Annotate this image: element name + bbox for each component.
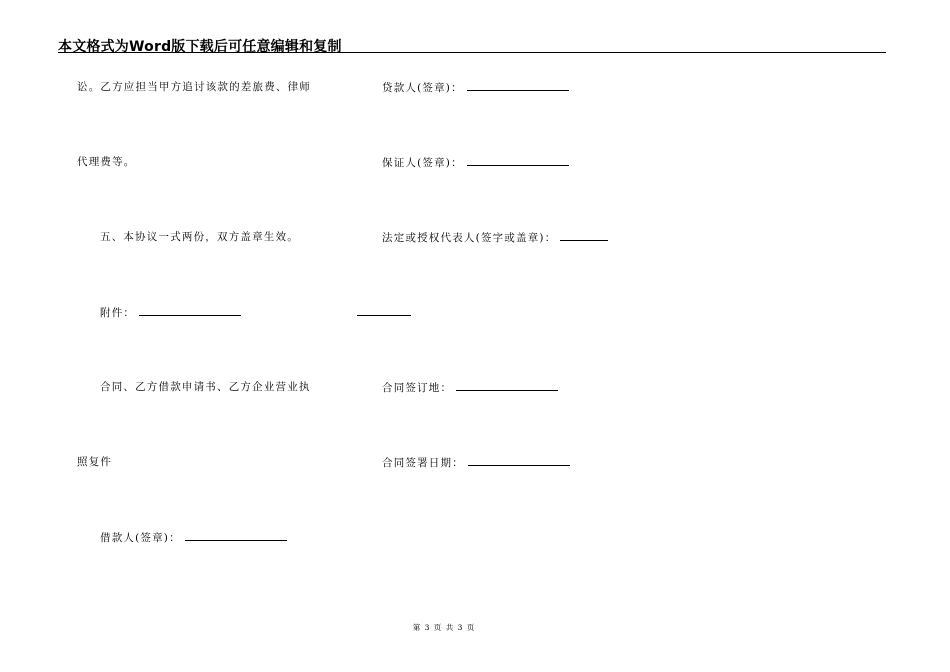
left-line-6: 照复件	[77, 456, 113, 468]
lender-signature-line	[382, 80, 569, 95]
left-line-2: 代理费等。	[77, 156, 136, 168]
signing-place-line	[382, 380, 558, 395]
document-header-title: 本文格式为Word版下载后可任意编辑和复制	[58, 39, 342, 55]
left-line-3: 五、本协议一式两份，双方盖章生效。	[100, 231, 299, 243]
signing-place-label: 合同签订地：	[382, 382, 453, 394]
standalone-blank[interactable]	[357, 305, 411, 316]
borrower-signature-blank[interactable]	[185, 530, 287, 541]
signing-date-label: 合同签署日期：	[382, 457, 464, 469]
page-number: 第 3 页 共 3 页	[412, 623, 476, 632]
representative-signature-blank[interactable]	[560, 230, 608, 241]
left-line-1: 讼。乙方应担当甲方追讨该款的差旅费、律师	[77, 81, 311, 93]
representative-signature-line	[382, 230, 608, 245]
guarantor-signature-line	[382, 155, 569, 170]
attachment-blank[interactable]	[139, 305, 241, 316]
left-line-5: 合同、乙方借款申请书、乙方企业营业执	[100, 381, 311, 393]
guarantor-signature-blank[interactable]	[467, 155, 569, 166]
borrower-signature-line	[100, 530, 287, 545]
header-divider	[58, 52, 886, 53]
attachment-label: 附件：	[100, 307, 136, 319]
signing-place-blank[interactable]	[456, 380, 558, 391]
attachment-line	[100, 305, 241, 320]
lender-signature-blank[interactable]	[467, 80, 569, 91]
signing-date-blank[interactable]	[468, 455, 570, 466]
signing-date-line	[382, 455, 570, 470]
representative-label: 法定或授权代表人(签字或盖章)：	[382, 232, 557, 244]
guarantor-label: 保证人(签章)：	[382, 157, 463, 169]
lender-label: 贷款人(签章)：	[382, 82, 463, 94]
borrower-label: 借款人(签章)：	[100, 532, 181, 544]
